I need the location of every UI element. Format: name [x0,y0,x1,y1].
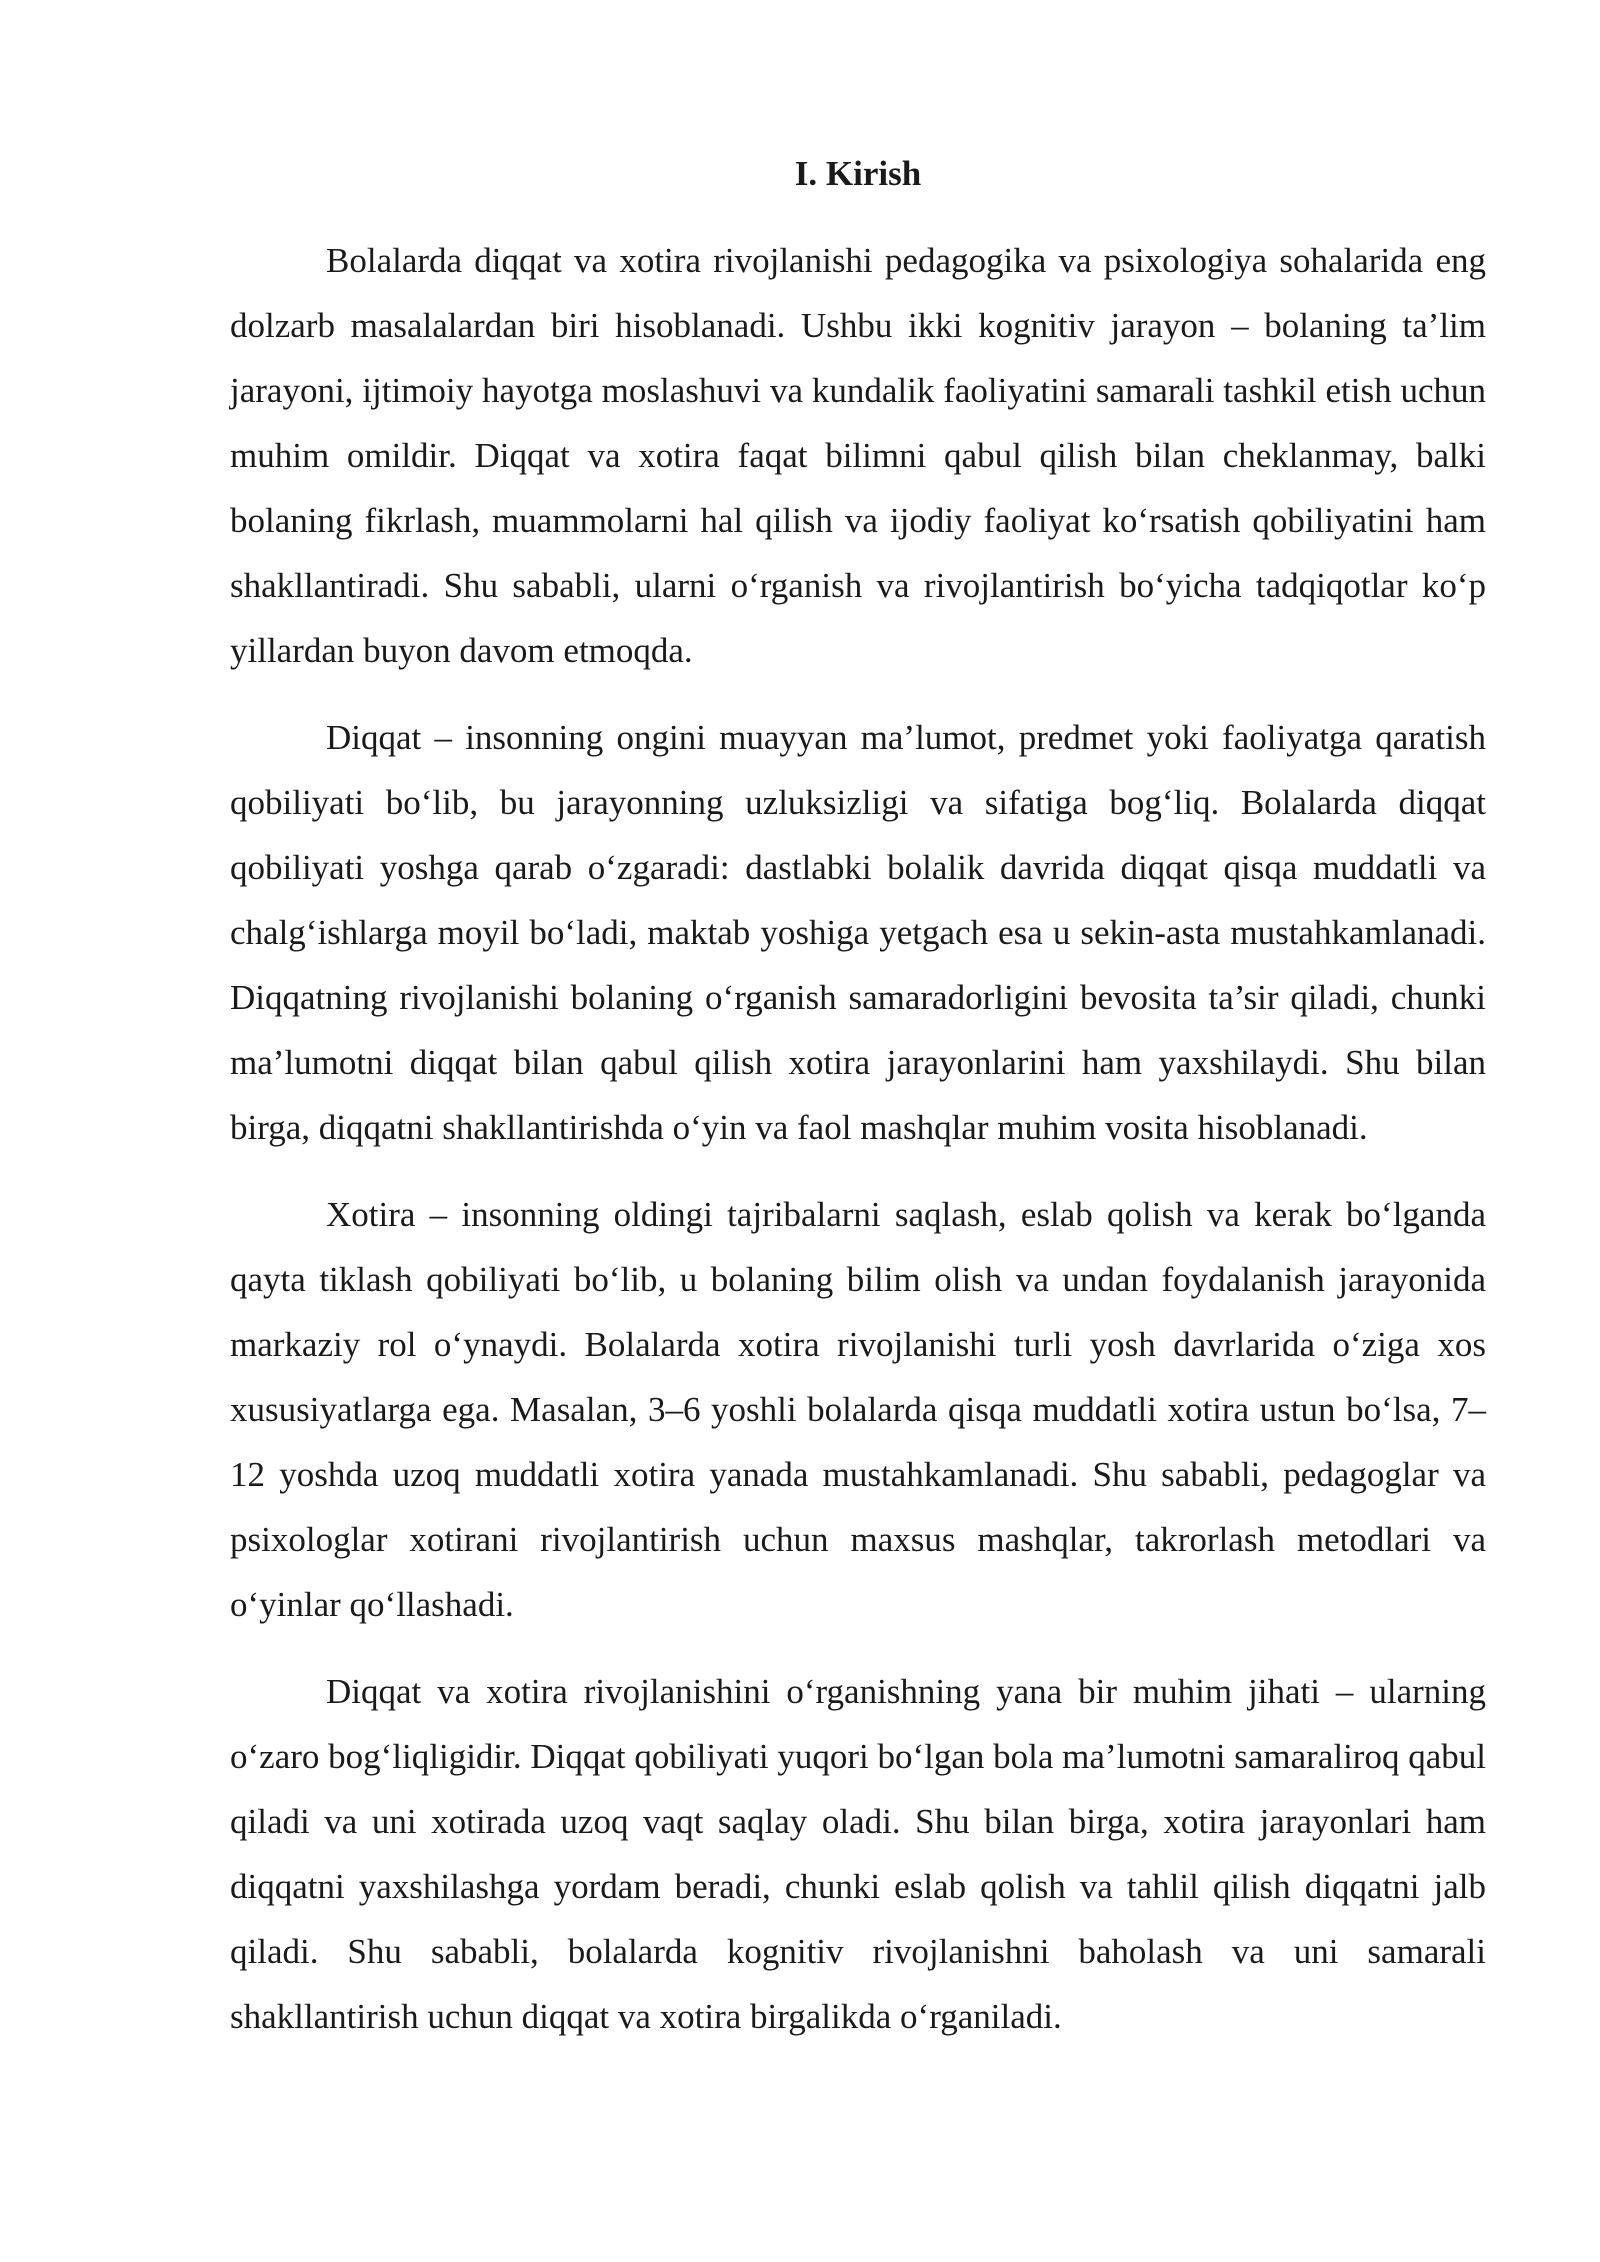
paragraph-4: Diqqat va xotira rivojlanishini oʻrganishning yana bir muhim jihati – ularning oʻzaro bogʻliqligidir. Diqqat qobiliyati yuqori boʻlgan bola ma’lumotni samaraliroq qabul qiladi va uni xotirada uzoq vaqt saqlay oladi. Shu bilan birga, xotira jarayonlari ham diqqatni yaxshilashga yordam beradi, chunki eslab qolish va tahlil qilish diqqatni jalb qiladi. Shu sababli, bolalarda kognitiv rivojlanishni baholash va uni samarali shakllantirish uchun diqqat va xotira birgalikda oʻrganiladi. [230,1672,1486,2036]
document-body [230,148,1486,2071]
paragraph-3: Xotira – insonning oldingi tajribalarni saqlash, eslab qolish va kerak boʻlganda qayta tiklash qobiliyati boʻlib, u bolaning bilim olish va undan foydalanish jarayonida markaziy rol oʻynaydi. Bolalarda xotira rivojlanishi turli yosh davrlarida oʻziga xos xususiyatlarga ega. Masalan, 3–6 yoshli bolalarda qisqa muddatli xotira ustun boʻlsa, 7–12 yoshda uzoq muddatli xotira yanada mustahkamlanadi. Shu sababli, pedagoglar va psixologlar xotirani rivojlantirish uchun maxsus mashqlar, takrorlash metodlari va oʻyinlar qoʻllashadi. [230,1195,1486,1624]
paragraph-2: Diqqat – insonning ongini muayyan ma’lumot, predmet yoki faoliyatga qaratish qobiliyati boʻlib, bu jarayonning uzluksizligi va sifatiga bogʻliq. Bolalarda diqqat qobiliyati yoshga qarab oʻzgaradi: dastlabki bolalik davrida diqqat qisqa muddatli va chalgʻishlarga moyil boʻladi, maktab yoshiga yetgach esa u sekin-asta mustahkamlanadi. Diqqatning rivojlanishi bolaning oʻrganish samaradorligini bevosita ta’sir qiladi, chunki ma’lumotni diqqat bilan qabul qilish xotira jarayonlarini ham yaxshilaydi. Shu bilan birga, diqqatni shakllantirishda oʻyin va faol mashqlar muhim vosita hisoblanadi. [230,718,1486,1147]
section-heading: I. Kirish [794,154,922,193]
paragraph-1: Bolalarda diqqat va xotira rivojlanishi pedagogika va psixologiya sohalarida eng dolzarb masalalardan biri hisoblanadi. Ushbu ikki kognitiv jarayon – bolaning ta’lim jarayoni, ijtimoiy hayotga moslashuvi va kundalik faoliyatini samarali tashkil etish uchun muhim omildir. Diqqat va xotira faqat bilimni qabul qilish bilan cheklanmay, balki bolaning fikrlash, muammolarni hal qilish va ijodiy faoliyat koʻrsatish qobiliyatini ham shakllantiradi. Shu sababli, ularni oʻrganish va rivojlantirish boʻyicha tadqiqotlar koʻp yillardan buyon davom etmoqda. [230,241,1486,670]
